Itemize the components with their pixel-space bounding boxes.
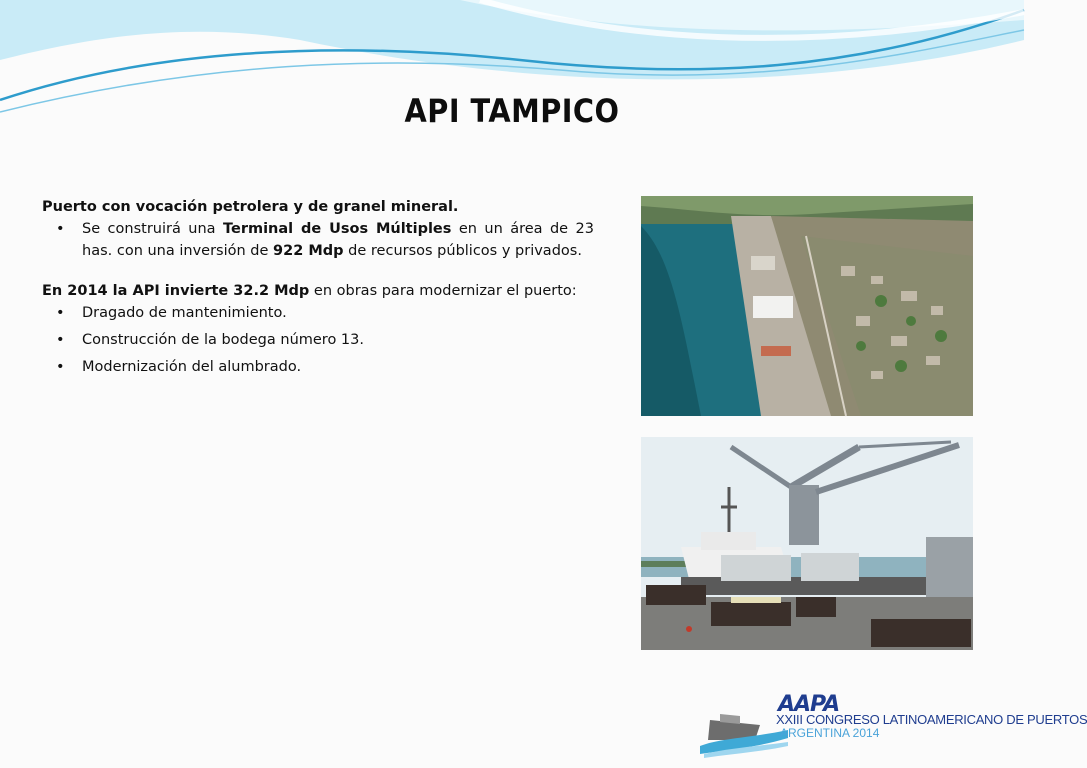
- logo-country-text: ARGENTINA 2014: [780, 726, 880, 740]
- terminal-bullet: • Se construirá una Terminal de Usos Múltiples en un área de 23 has. con una inversión de 922 Mdp de recursos públicos y privados.: [42, 218, 594, 262]
- investment-text: En 2014 la API invierte 32.2 Mdp en obras para modernizar el puerto:: [42, 283, 577, 299]
- terminal-bullet-list: [42, 218, 594, 262]
- logo-brand: AAPA: [778, 692, 840, 717]
- works-item: • Modernización del alumbrado.: [42, 356, 594, 378]
- logo-congress-text: XXIII CONGRESO LATINOAMERICANO DE PUERTOS: [776, 712, 1087, 727]
- slide-title: API TAMPICO: [404, 92, 620, 130]
- works-item: • Dragado de mantenimiento.: [42, 302, 594, 324]
- port-aerial-photo: [641, 196, 973, 416]
- slide-content: [42, 196, 594, 383]
- congress-logo: [700, 692, 1087, 762]
- works-list: [42, 302, 594, 378]
- intro-text: Puerto con vocación petrolera y de granel mineral.: [42, 199, 459, 215]
- port-crane-photo: [641, 437, 973, 650]
- works-item: • Construcción de la bodega número 13.: [42, 329, 594, 351]
- ship-icon: [700, 700, 790, 760]
